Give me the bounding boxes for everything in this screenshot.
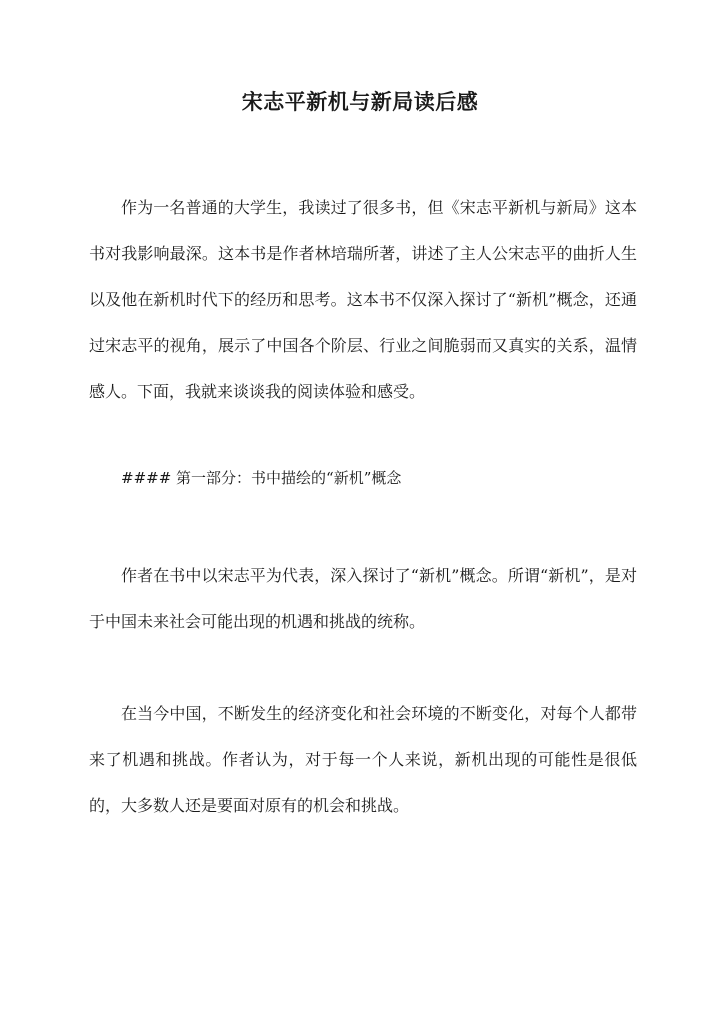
body-paragraph: 在当今中国，不断发生的经济变化和社会环境的不断变化，对每个人都带来了机遇和挑战。作者认为，对于每一个人来说，新机出现的可能性是很低的，大多数人还是要面对原有的机会和挑战。 (89, 704, 637, 815)
section-heading: #### 第一部分：书中描绘的“新机”概念 (121, 469, 402, 487)
document-title: 宋志平新机与新局读后感 (241, 89, 479, 114)
intro-paragraph: 作为一名普通的大学生，我读过了很多书，但《宋志平新机与新局》这本书对我影响最深。这本书是作者林培瑞所著，讲述了主人公宋志平的曲折人生以及他在新机时代下的经历和思考。这本书不仅深入探讨了“新机”概念，还通过宋志平的视角，展示了中国各个阶层、行业之间脆弱而又真实的关系，温情感人。下面，我就来谈谈我的阅读体验和感受。 (89, 198, 637, 401)
body-paragraph: 作者在书中以宋志平为代表，深入探讨了“新机”概念。所谓“新机”，是对于中国未来社会可能出现的机遇和挑战的统称。 (89, 566, 637, 631)
